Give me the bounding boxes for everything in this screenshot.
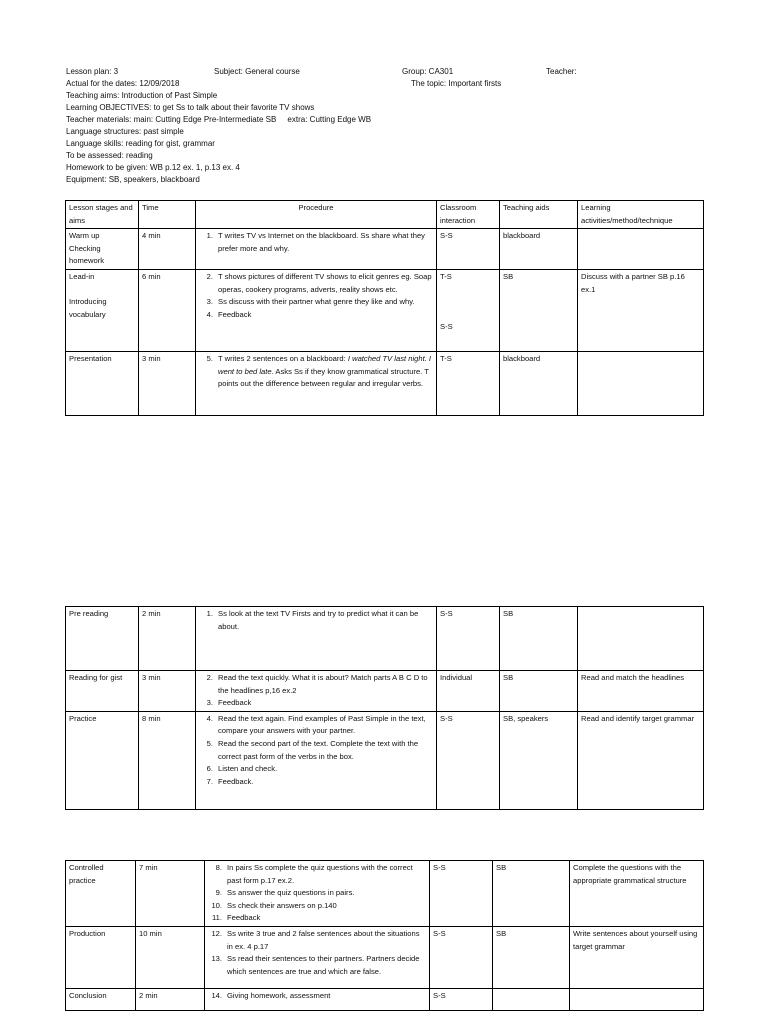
table-row <box>66 861 704 927</box>
step-text: Ss look at the text TV Firsts and try to predict what it can be about. <box>218 609 419 631</box>
procedure-list <box>199 353 433 391</box>
interaction-cell: S-S <box>430 988 493 1010</box>
procedure-step <box>208 928 426 953</box>
procedure-list <box>208 862 426 925</box>
time-cell: 2 min <box>136 988 205 1010</box>
procedure-step <box>208 990 426 1003</box>
procedure-step <box>199 271 433 296</box>
procedure-cell <box>196 269 437 351</box>
col-header-time: Time <box>139 201 196 229</box>
step-number: 9. <box>215 888 222 898</box>
learning-activity-cell <box>578 351 704 415</box>
table-row <box>66 229 704 270</box>
step-text: In pairs Ss complete the quiz questions with the correct past form p.17 ex.2. <box>227 863 413 885</box>
procedure-list <box>208 990 426 1003</box>
lesson-stage-cell: Controlled practice <box>66 861 136 927</box>
procedure-step <box>199 672 433 697</box>
table-row <box>66 926 704 988</box>
step-number: 10. <box>211 900 222 910</box>
time-cell: 3 min <box>139 671 196 712</box>
to-be-assessed: To be assessed: reading <box>66 151 153 160</box>
table-row <box>66 988 704 1010</box>
procedure-cell <box>205 861 430 927</box>
subject: Subject: General course <box>214 67 300 76</box>
interaction-cell: S-S <box>430 926 493 988</box>
procedure-cell <box>196 229 437 270</box>
learning-activity-cell <box>570 988 704 1010</box>
step-text: Feedback <box>227 913 261 923</box>
procedure-step <box>208 862 426 887</box>
table-row <box>66 269 704 351</box>
teaching-aids-cell: SB <box>500 269 578 351</box>
procedure-cell <box>196 711 437 809</box>
procedure-step <box>199 296 433 309</box>
learning-activity-cell <box>578 229 704 270</box>
teacher: Teacher: <box>546 67 577 76</box>
procedure-step <box>199 763 433 776</box>
procedure-list <box>199 608 433 633</box>
lesson-table-1 <box>65 200 704 416</box>
teaching-aims: Teaching aims: Introduction of Past Simple <box>66 91 218 100</box>
dates: Actual for the dates: 12/09/2018 <box>66 79 180 88</box>
step-number: 4. <box>206 309 213 319</box>
procedure-step <box>208 900 426 913</box>
step-number: 3. <box>206 698 213 708</box>
interaction-cell: S-S <box>437 607 500 671</box>
step-text: T writes TV vs Internet on the blackboard. Ss share what they prefer more and why. <box>218 231 425 253</box>
table-row <box>66 607 704 671</box>
procedure-cell <box>205 988 430 1010</box>
procedure-step <box>199 230 433 255</box>
procedure-step <box>199 738 433 763</box>
procedure-cell <box>196 607 437 671</box>
procedure-list <box>199 271 433 321</box>
interaction-cell: S-S <box>430 861 493 927</box>
learning-activity-cell: Complete the questions with the appropriate grammatical structure <box>570 861 704 927</box>
step-text: Read the text again. Find examples of Past Simple in the text, compare your answers with your partner. <box>218 713 426 736</box>
table-3-body <box>66 861 704 1011</box>
lesson-plan-number: Lesson plan: 3 <box>66 67 119 76</box>
time-cell: 7 min <box>136 861 205 927</box>
learning-activity-cell: Read and identify target grammar <box>578 711 704 809</box>
col-header-interaction: Classroom interaction <box>437 201 500 229</box>
learning-activity-cell: Read and match the headlines <box>578 671 704 712</box>
homework: Homework to be given: WB p.12 ex. 1, p.13 ex. 4 <box>66 163 240 172</box>
procedure-step <box>199 353 433 391</box>
procedure-step <box>199 608 433 633</box>
col-header-procedure: Procedure <box>196 201 437 229</box>
col-header-aids: Teaching aids <box>500 201 578 229</box>
lesson-stage-cell: Reading for gist <box>66 671 139 712</box>
procedure-list <box>199 672 433 710</box>
step-text: Ss check their answers on p.140 <box>227 900 337 910</box>
step-text: Ss answer the quiz questions in pairs. <box>227 888 355 898</box>
step-number: 5. <box>206 353 213 363</box>
procedure-step <box>208 912 426 925</box>
step-number: 7. <box>206 776 213 786</box>
step-text: Feedback. <box>218 776 254 786</box>
teaching-aids-cell: blackboard <box>500 351 578 415</box>
time-cell: 6 min <box>139 269 196 351</box>
step-text: T writes 2 sentences on a blackboard: <box>218 353 348 363</box>
step-number: 1. <box>206 231 213 241</box>
teaching-aids-cell: SB, speakers <box>500 711 578 809</box>
lesson-stage-cell: Production <box>66 926 136 988</box>
lesson-stage-cell: Warm up Checking homework <box>66 229 139 270</box>
step-text: Read the text quickly. What it is about? Match parts A B C D to the headlines p,16 ex.2 <box>218 673 428 695</box>
table-header-row <box>66 201 704 229</box>
learning-activity-cell: Discuss with a partner SB p.16 ex.1 <box>578 269 704 351</box>
step-number: 2. <box>206 673 213 682</box>
procedure-step <box>199 776 433 789</box>
procedure-step <box>199 697 433 710</box>
interaction-cell: T-S <box>437 351 500 415</box>
step-number: 14. <box>211 990 222 1000</box>
time-cell: 4 min <box>139 229 196 270</box>
teaching-aids-cell <box>493 988 570 1010</box>
step-text: Ss discuss with their partner what genre they like and why. <box>218 297 415 307</box>
group: Group: CA301 <box>402 67 454 76</box>
lesson-header <box>66 66 706 196</box>
step-number: 12. <box>211 928 222 938</box>
interaction-cell: S-S <box>437 229 500 270</box>
procedure-cell <box>196 351 437 415</box>
step-text: Giving homework, assessment <box>227 990 331 1000</box>
teaching-aids-cell: blackboard <box>500 229 578 270</box>
step-number: 11. <box>212 913 222 923</box>
procedure-step <box>199 309 433 322</box>
col-header-stage: Lesson stages and aims <box>66 201 139 229</box>
lesson-stage-cell: Lead-in Introducing vocabulary <box>66 269 139 351</box>
learning-activity-cell: Write sentences about yourself using target grammar <box>570 926 704 988</box>
procedure-step <box>208 887 426 900</box>
learning-objectives: Learning OBJECTIVES: to get Ss to talk about their favorite TV shows <box>66 103 315 112</box>
procedure-list <box>199 230 433 255</box>
procedure-step <box>208 953 426 978</box>
interaction-cell: S-S <box>437 711 500 809</box>
table-row <box>66 351 704 415</box>
step-text-continued: Asks Ss if they know grammatical structure. T points out the difference between regular and irregular verbs. <box>218 366 429 389</box>
lesson-stage-cell: Presentation <box>66 351 139 415</box>
table-row <box>66 711 704 809</box>
table-1-body <box>66 229 704 416</box>
procedure-list <box>208 928 426 978</box>
step-text: Feedback <box>218 698 252 708</box>
interaction-cell: T-S S-S <box>437 269 500 351</box>
language-skills: Language skills: reading for gist, grammar <box>66 139 215 148</box>
step-number: 6. <box>206 764 213 774</box>
time-cell: 10 min <box>136 926 205 988</box>
teaching-aids-cell: SB <box>500 671 578 712</box>
step-number: 5. <box>206 738 213 748</box>
step-text: Ss read their sentences to their partners. Partners decide which sentences are true and which are false. <box>227 954 420 976</box>
topic: The topic: Important firsts <box>411 79 502 88</box>
interaction-cell: Individual <box>437 671 500 712</box>
teaching-aids-cell: SB <box>500 607 578 671</box>
lesson-stage-cell: Conclusion <box>66 988 136 1010</box>
table-row <box>66 671 704 712</box>
lesson-table-3 <box>65 860 704 1011</box>
step-text: Read the second part of the text. Complete the text with the correct past form of the verbs in the box. <box>218 738 419 761</box>
col-header-activity: Learning activities/method/technique <box>578 201 704 229</box>
table-2-body <box>66 607 704 810</box>
step-number: 8. <box>215 863 222 872</box>
language-structures: Language structures: past simple <box>66 127 184 136</box>
step-example-sentences: I watched TV last night. I went to bed late. <box>218 353 432 376</box>
step-text: Listen and check. <box>218 764 278 774</box>
time-cell: 2 min <box>139 607 196 671</box>
step-number: 4. <box>206 713 213 723</box>
step-number: 3. <box>206 297 213 307</box>
equipment: Equipment: SB, speakers, blackboard <box>66 175 200 184</box>
time-cell: 8 min <box>139 711 196 809</box>
teaching-aids-cell: SB <box>493 861 570 927</box>
procedure-cell <box>205 926 430 988</box>
step-text: Ss write 3 true and 2 false sentences about the situations in ex. 4 p.17 <box>227 928 420 951</box>
step-text: T shows pictures of different TV shows to elicit genres eg. Soap operas, cookery programs, adverts, reality shows etc. <box>218 271 432 294</box>
step-number: 2. <box>206 271 213 281</box>
procedure-list <box>199 713 433 789</box>
teacher-materials: Teacher materials: main: Cutting Edge Pre-Intermediate SB extra: Cutting Edge WB <box>66 115 372 124</box>
lesson-stage-cell: Pre reading <box>66 607 139 671</box>
lesson-stage-cell: Practice <box>66 711 139 809</box>
lesson-table-2 <box>65 606 704 810</box>
learning-activity-cell <box>578 607 704 671</box>
step-text: Feedback <box>218 309 252 319</box>
step-number: 1. <box>206 609 213 618</box>
procedure-cell <box>196 671 437 712</box>
procedure-step <box>199 713 433 738</box>
time-cell: 3 min <box>139 351 196 415</box>
teaching-aids-cell: SB <box>493 926 570 988</box>
step-number: 13. <box>211 954 222 964</box>
